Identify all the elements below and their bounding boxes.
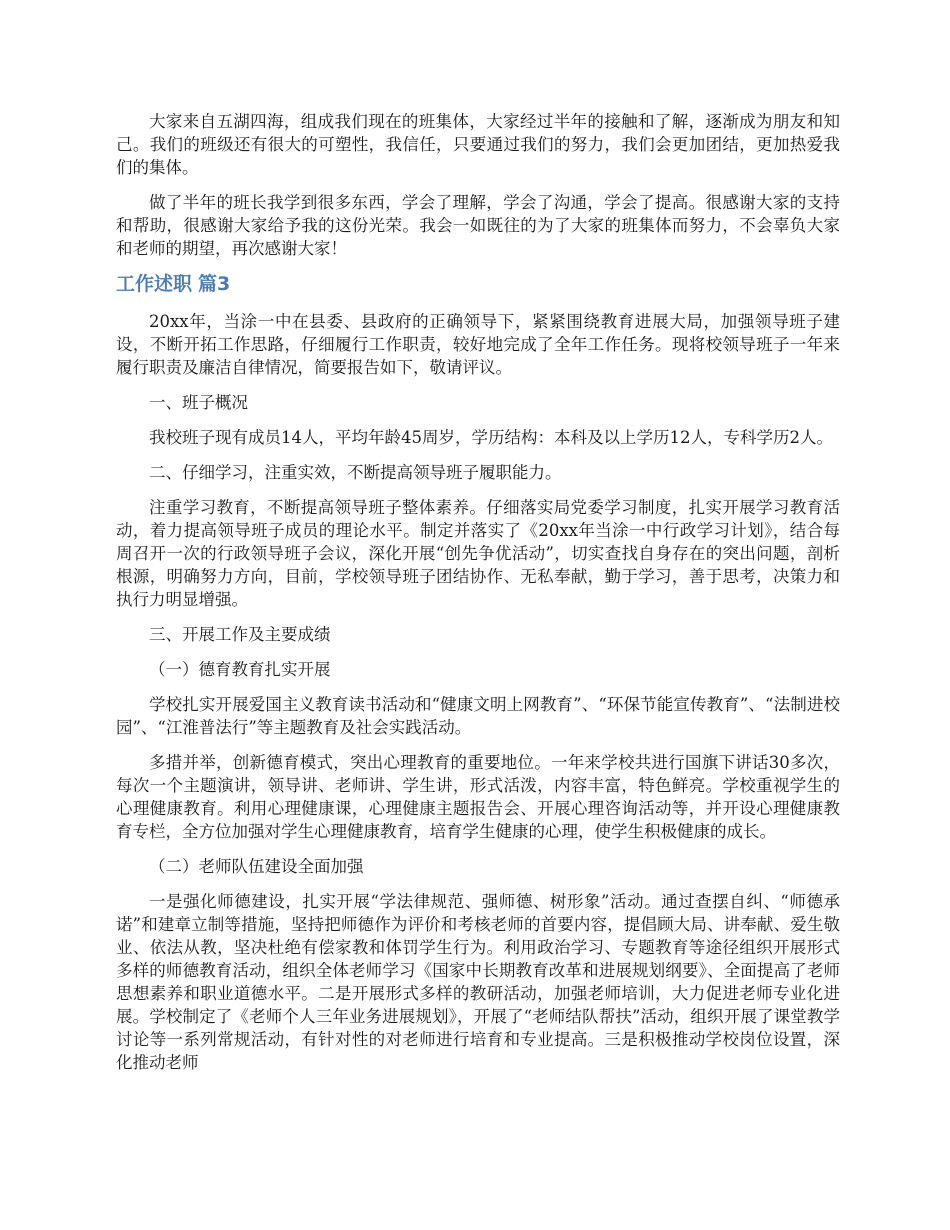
subheading: 一、班子概况 — [149, 393, 248, 412]
paragraph: 大家来自五湖四海，组成我们现在的班集体，大家经过半年的接触和了解，逐渐成为朋友和知己。我们的班级还有很大的可塑性，我信任，只要通过我们的努力，我们会更加团结，更加热爱我们的集体。 — [116, 112, 840, 177]
subheading: 三、开展工作及主要成绩 — [149, 625, 331, 644]
paragraph: 我校班子现有成员14人，平均年龄45周岁，学历结构：本科及以上学历12人，专科学历2人。 — [149, 428, 833, 447]
subheading: （二）老师队伍建设全面加强 — [149, 857, 364, 876]
paragraph: 20xx年，当涂一中在县委、县政府的正确领导下，紧紧围绕教育进展大局，加强领导班子建设，不断开拓工作思路，仔细履行工作职责，较好地完成了全年工作任务。现将校领导班子一年来履行职责及廉洁自律情况，简要报告如下，敬请评议。 — [116, 312, 840, 377]
paragraph: 多措并举，创新德育模式，突出心理教育的重要地位。一年来学校共进行国旗下讲话30多次，每次一个主题演讲，领导讲、老师讲、学生讲，形式活泼，内容丰富，特色鲜亮。学校重视学生的心理健康教育。利用心理健康课，心理健康主题报告会、开展心理咨询活动等，并开设心理健康教育专栏，全方位加强对学生心理健康教育，培育学生健康的心理，使学生积极健康的成长。 — [116, 753, 840, 841]
subheading: 二、仔细学习，注重实效，不断提高领导班子履职能力。 — [149, 463, 562, 482]
section-heading — [116, 272, 840, 296]
paragraph: 学校扎实开展爱国主义教育读书活动和“健康文明上网教育”、“环保节能宣传教育”、“法制进校园”、“江淮普法行”等主题教育及社会实践活动。 — [116, 695, 840, 737]
paragraph: 一是强化师德建设，扎实开展“学法律规范、强师德、树形象”活动。通过查摆自纠、“师德承诺”和建章立制等措施，坚持把师德作为评价和考核老师的首要内容，提倡顾大局、讲奉献、爱生敬业、依法从教，坚决杜绝有偿家教和体罚学生行为。利用政治学习、专题教育等途径组织开展形式多样的师德教育活动，组织全体老师学习《国家中长期教育改革和进展规划纲要》、全面提高了老师思想素养和职业道德水平。二是开展形式多样的教研活动，加强老师培训，大力促进老师专业化进展。学校制定了《老师个人三年业务进展规划》，开展了“老师结队帮扶”活动，组织开展了课堂教学讨论等一系列常规活动，有针对性的对老师进行培育和专业提高。三是积极推动学校岗位设置，深化推动老师 — [116, 892, 840, 1072]
subheading: （一）德育教育扎实开展 — [149, 660, 331, 679]
heading-title: 工作述职 — [116, 273, 193, 295]
paragraph: 做了半年的班长我学到很多东西，学会了理解，学会了沟通，学会了提高。很感谢大家的支持和帮助，很感谢大家给予我的这份光荣。我会一如既往的为了大家的班集体而努力，不会辜负大家和老师的期望，再次感谢大家！ — [116, 193, 840, 258]
document-page — [116, 110, 840, 1086]
heading-number: 篇3 — [198, 273, 231, 295]
paragraph: 注重学习教育，不断提高领导班子整体素养。仔细落实局党委学习制度，扎实开展学习教育活动，着力提高领导班子成员的理论水平。制定并落实了《20xx年当涂一中行政学习计划》，结合每周召开一次的行政领导班子会议，深化开展“创先争优活动”，切实查找自身存在的突出问题，剖析根源，明确努力方向，目前，学校领导班子团结协作、无私奉献，勤于学习，善于思考，决策力和执行力明显增强。 — [116, 498, 840, 609]
